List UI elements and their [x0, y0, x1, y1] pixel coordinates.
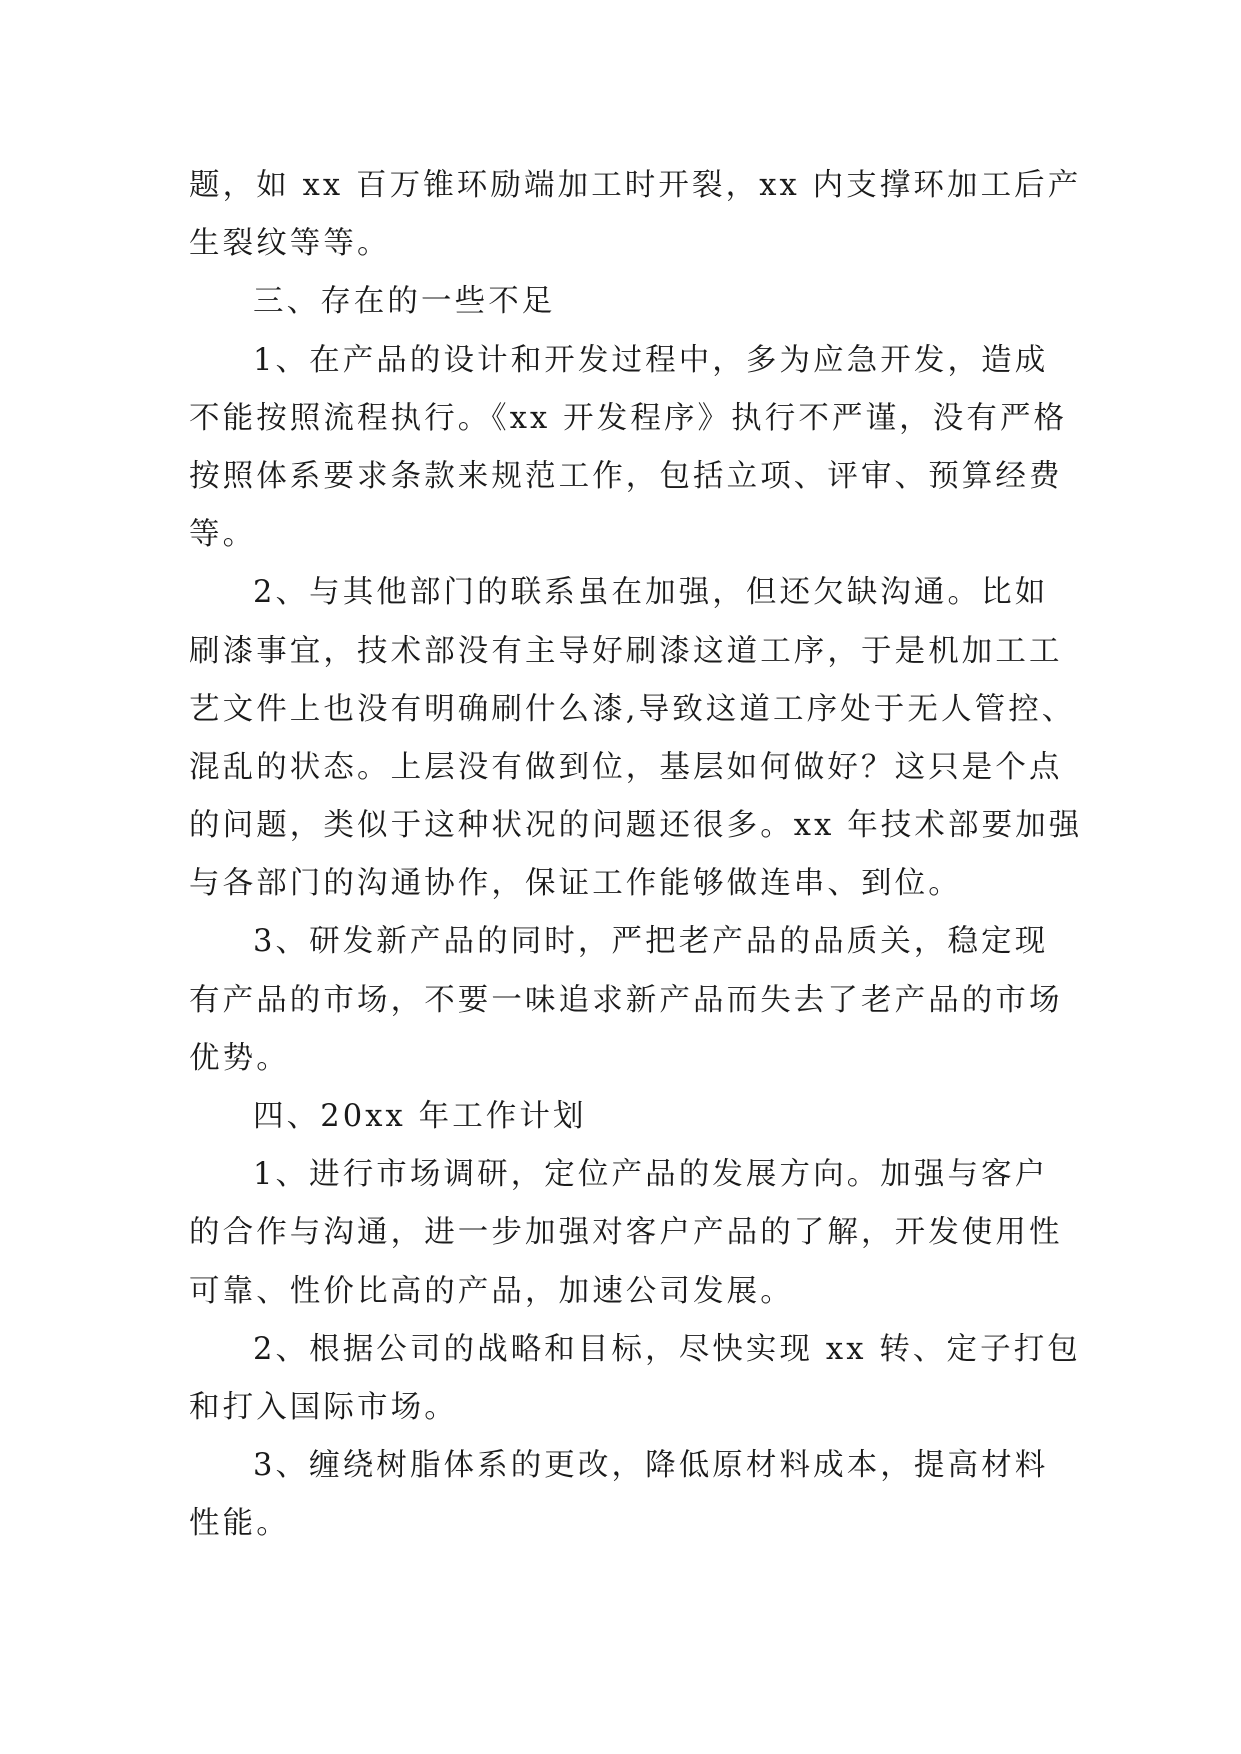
text-line: 2、与其他部门的联系虽在加强，但还欠缺沟通。比如 [253, 575, 1049, 611]
text-line: 的合作与沟通，进一步加强对客户产品的了解，开发使用性 [189, 1215, 1063, 1251]
text-line: 刷漆事宜，技术部没有主导好刷漆这道工序，于是机加工工 [189, 633, 1063, 669]
text-line: 2、根据公司的战略和目标，尽快实现 xx 转、定子打包 [253, 1331, 1081, 1367]
text-line: 有产品的市场，不要一味追求新产品而失去了老产品的市场 [189, 982, 1063, 1018]
text-line: 与各部门的沟通协作，保证工作能够做连串、到位。 [189, 866, 962, 902]
text-line: 1、进行市场调研，定位产品的发展方向。加强与客户 [253, 1157, 1049, 1193]
text-line: 等。 [189, 517, 257, 553]
section-heading: 三、存在的一些不足 [253, 284, 556, 320]
text-line: 混乱的状态。上层没有做到位，基层如何做好？这只是个点 [189, 749, 1063, 785]
text-line: 题，如 xx 百万锥环励端加工时开裂，xx 内支撑环加工后产 [189, 168, 1082, 203]
text-line: 性能。 [189, 1506, 290, 1542]
section-heading: 四、20xx 年工作计划 [253, 1099, 587, 1134]
text-line: 艺文件上也没有明确刷什么漆,导致这道工序处于无人管控、 [189, 691, 1076, 727]
body-text [189, 157, 1083, 1554]
text-line: 不能按照流程执行。《xx 开发程序》执行不严谨，没有严格 [189, 400, 1068, 436]
text-line: 生裂纹等等。 [189, 226, 391, 262]
text-line: 按照体系要求条款来规范工作，包括立项、评审、预算经费 [189, 458, 1063, 494]
text-line: 和打入国际市场。 [189, 1389, 458, 1425]
text-line: 3、研发新产品的同时，严把老产品的品质关，稳定现 [253, 924, 1049, 960]
text-line: 可靠、性价比高的产品，加速公司发展。 [189, 1273, 794, 1309]
text-line: 优势。 [189, 1040, 290, 1076]
text-line: 3、缠绕树脂体系的更改，降低原材料成本，提高材料 [253, 1448, 1049, 1484]
text-line: 1、在产品的设计和开发过程中，多为应急开发，造成 [253, 342, 1049, 378]
text-line: 的问题，类似于这种状况的问题还很多。xx 年技术部要加强 [189, 808, 1083, 844]
